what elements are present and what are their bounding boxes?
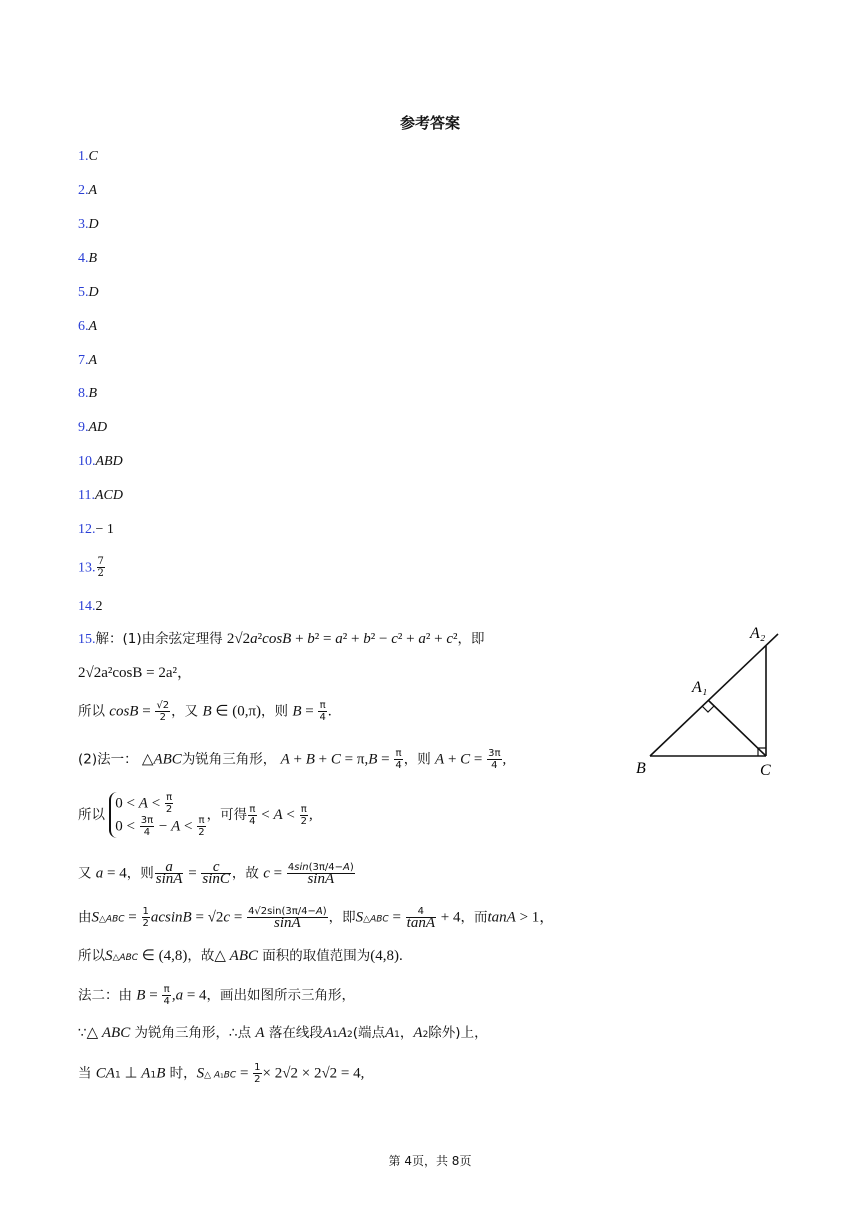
solution-line: 2√2a²cosB = 2a²， [78,665,193,681]
answer-number: 10. [78,454,96,469]
answer-item [78,315,97,337]
answer-value: B [88,251,98,266]
answer-value: 2 [95,599,103,614]
page-title: 参考答案 [399,114,460,132]
answer-number: 1. [78,149,89,164]
answer-value: D [88,285,99,300]
solution-line: 15.解：(1)由余弦定理得 2√2a²cosB + b² = a² + b² − c² + a² + c²，即 [78,631,485,647]
solution-line: 法二：由 B = $\frac{\pi}{4}$ ,a = 4，画出如图所示三角形， [78,984,356,1007]
answer-value: AD [88,420,108,435]
solution-line: 又 a = 4，则 $\frac{a}{\sin A}$ = $\frac{c}{\sin C}$ ，故 c = $\frac{4\sin(3\pi/4-A)}{\sin A}$ [78,859,354,887]
solution-line: 所以S△ABC ∈ (4,8)，故△ ABC 面积的取值范围为(4,8). [78,948,403,964]
answer-number: 9. [78,420,89,435]
answer-item [78,484,123,506]
answer-number: 5. [78,285,89,300]
solution-line: 所以 cosB = $\frac{√2}{2}$ ，又 B ∈ (0,π)，则 B = $\frac{\pi}{4}$ . [78,700,332,723]
answer-value: ABD [95,454,123,469]
right-angle-mark-a1 [702,706,714,712]
label-a1: A₁ [692,679,708,696]
answer-fraction: $\frac{7}{2}$ [97,556,104,579]
answer-item [78,281,99,303]
answer-item [78,382,97,404]
answer-value: D [88,217,99,232]
answer-value: − 1 [95,522,114,537]
answer-item [78,247,97,269]
page-footer: 第 4页，共 8页 [388,1154,472,1168]
answer-item [78,518,114,540]
answer-number: 12. [78,522,96,537]
answer-value: ACD [94,488,123,503]
answer-value: A [88,183,98,198]
label-b: B [636,760,646,777]
solution-line: ∵△ ABC 为锐角三角形，∴点 A 落在线段A1A2(端点A1，A2除外)上， [78,1025,488,1041]
answer-value: C [88,149,98,164]
solution-line: (2)法一： △ABC为锐角三角形， A + B + C = π,B = $\frac{\pi}{4}$ ，则 A + C = $\frac{3\pi}{4}$ , [78,748,507,771]
answer-number: 3. [78,217,89,232]
answer-number: 2. [78,183,89,198]
answer-item [78,556,106,584]
answer-number: 13. [78,560,96,576]
inequality-system: 0 < A < $\frac{\pi}{2}$ 0 < $\frac{3\pi}{4}$ − A < $\frac{\pi}{2}$ [109,792,206,838]
solution-line: 由S△ABC = $\frac{1}{2}$ acsinB = √2c = $\frac{4√2\sin(3\pi/4-A)}{\sin A}$ ，即S△ABC = $\frac{4}{\tan A}$ + 4，而tanA > 1， [78,906,555,931]
line-c-a1 [708,700,766,756]
answer-number: 7. [78,353,89,368]
answer-value: A [88,353,98,368]
answer-number: 6. [78,319,89,334]
answer-number: 8. [78,386,89,401]
line-b-a2 [650,634,778,756]
answer-item [78,595,103,617]
answer-value: A [88,319,98,334]
answer-item [78,450,123,472]
label-c: C [760,762,771,779]
triangle-figure [632,620,792,785]
answer-item [78,416,107,438]
answer-item [78,145,98,167]
answer-number: 11. [78,488,95,503]
answer-item [78,179,97,201]
answer-number: 4. [78,251,89,266]
solution-line: 所以 0 < A < $\frac{\pi}{2}$ 0 < $\frac{3\pi}{4}$ − A < $\frac{\pi}{2}$ ，可得 $\frac{\pi}{4}$ < A < $\frac{\pi}{2}$ , [78,792,313,838]
label-a2: A₂ [750,625,766,642]
answer-value: B [88,386,98,401]
answer-item [78,349,97,371]
answer-item [78,213,99,235]
answer-number: 14. [78,599,96,614]
solution-line: 当 CA1 ⊥ A1B 时，S△ A₁BC = $\frac{1}{2}$ × 2√2 × 2√2 = 4, [78,1062,365,1085]
